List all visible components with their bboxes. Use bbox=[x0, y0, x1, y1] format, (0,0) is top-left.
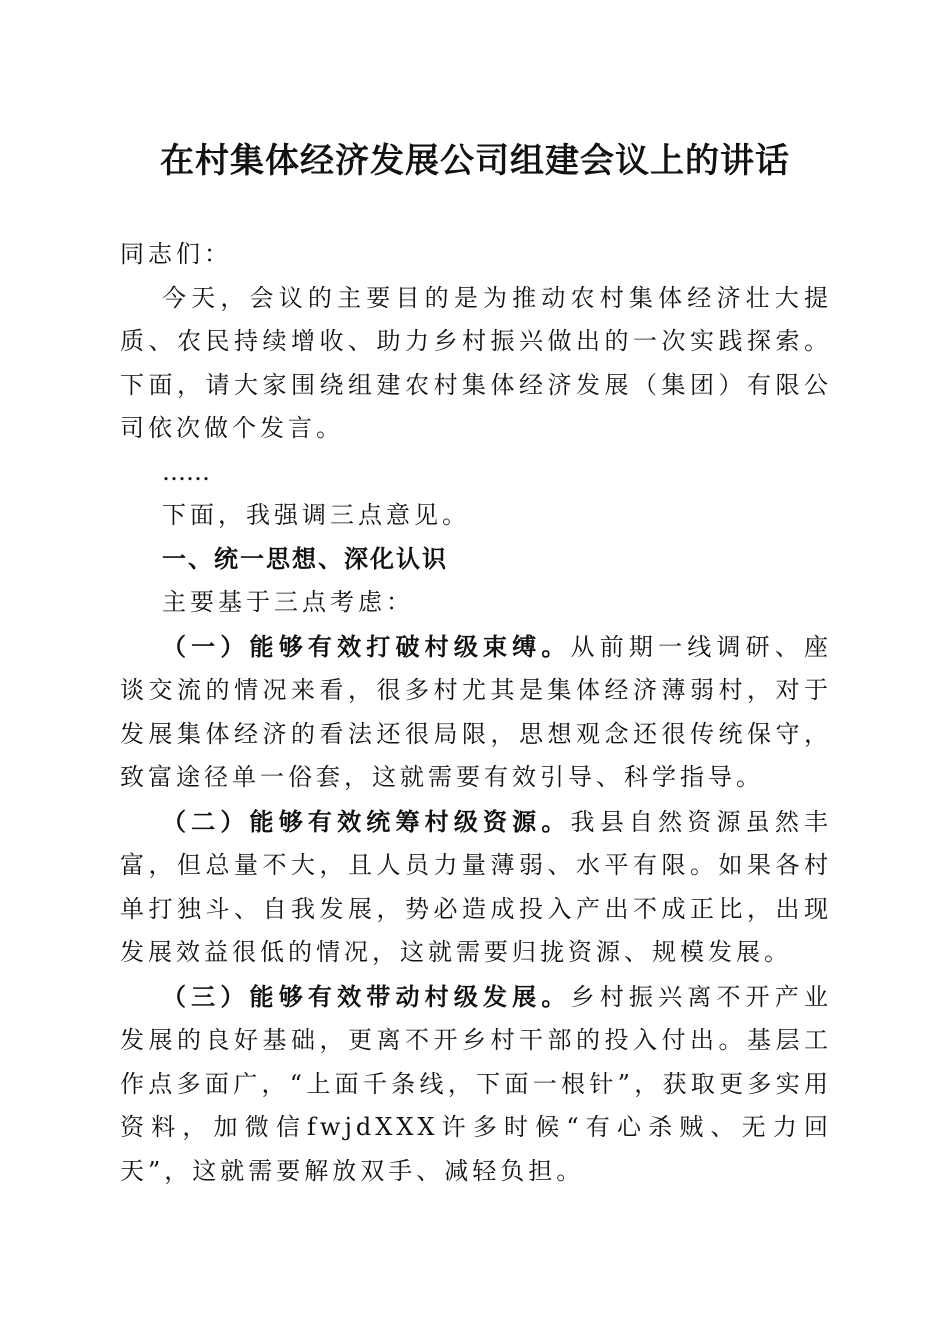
point-text-1: 从前期一线调研、座谈交流的情况来看，很多村尤其是集体经济薄弱村，对于发展集体经济的看法还很局限，思想观念还很传统保守，致富途径单一俗套，这就需要有效引导、科学指导。 bbox=[120, 632, 833, 791]
point-lead-3: （三）能够有效带动村级发展。 bbox=[162, 981, 571, 1011]
intro-paragraph: 今天，会议的主要目的是为推动农村集体经济壮大提质、农民持续增收、助力乡村振兴做出的一次实践探索。下面，请大家围绕组建农村集体经济发展（集团）有限公司依次做个发言。 bbox=[120, 283, 832, 442]
document-body bbox=[120, 233, 832, 1193]
section-intro: 主要基于三点考虑： bbox=[162, 588, 414, 616]
point-paragraph-1 bbox=[120, 625, 832, 800]
salutation: 同志们： bbox=[120, 240, 232, 268]
point-paragraph-3 bbox=[120, 975, 832, 1194]
ellipsis-line: …… bbox=[162, 457, 210, 486]
document-title: 在村集体经济发展公司组建会议上的讲话 bbox=[160, 141, 790, 181]
transition-paragraph: 下面，我强调三点意见。 bbox=[162, 501, 470, 529]
section-heading: 一、统一思想、深化认识 bbox=[162, 544, 448, 573]
point-lead-2: （二）能够有效统筹村级资源。 bbox=[162, 806, 571, 836]
point-lead-1: （一）能够有效打破村级束缚。 bbox=[162, 631, 571, 661]
point-text-3: 乡村振兴离不开产业发展的良好基础，更离不开乡村干部的投入付出。基层工作点多面广，“上面千条线，下面一根针”，获取更多实用资料，加微信fwjdXXX许多时候“有心杀贼、无力回天”，这就需要解放双手、减轻负担。 bbox=[120, 982, 833, 1185]
point-paragraph-2 bbox=[120, 800, 832, 975]
point-text-2: 我县自然资源虽然丰富，但总量不大，且人员力量薄弱、水平有限。如果各村单打独斗、自我发展，势必造成投入产出不成正比，出现发展效益很低的情况，这就需要归拢资源、规模发展。 bbox=[120, 807, 833, 966]
